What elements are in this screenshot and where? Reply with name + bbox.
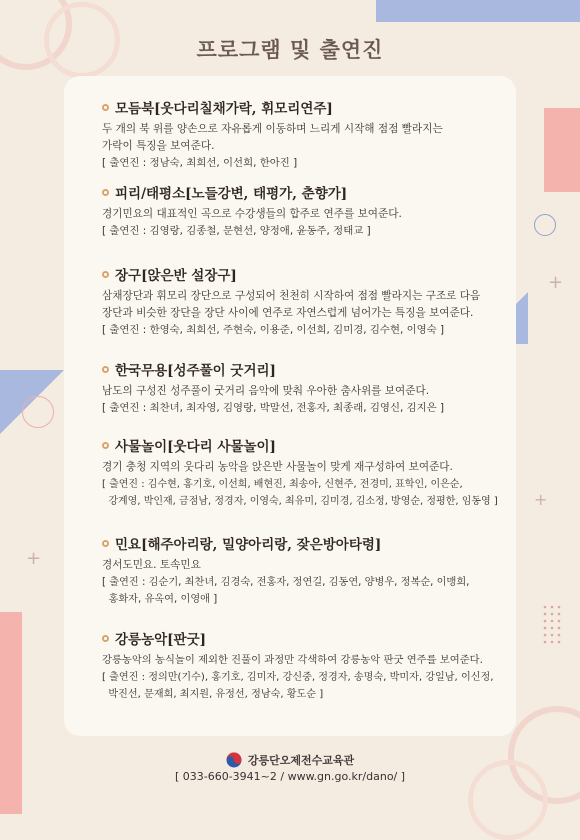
bullet-dot-icon xyxy=(102,635,109,642)
organization-name: 강릉단오제전수교육관 xyxy=(247,754,355,767)
description-line: 남도의 구성진 성주풀이 굿거리 음악에 맞춰 우아한 춤사위를 보여준다. xyxy=(102,385,430,397)
program-description xyxy=(102,652,502,669)
program-description xyxy=(102,383,502,400)
program-heading-text: 모듬북[웃다리칠채가락, 휘모리연주] xyxy=(115,101,333,117)
cast-line: [ 출연진 : 정남숙, 최희선, 이선희, 한아진 ] xyxy=(102,157,298,169)
program-heading xyxy=(102,533,502,553)
bullet-dot-icon xyxy=(102,104,109,111)
program-section xyxy=(102,435,502,533)
program-heading-text: 피리/태평소[노들강변, 태평가, 춘향가] xyxy=(115,186,348,202)
pink-block-left-bottom xyxy=(0,612,22,814)
bullet-dot-icon xyxy=(102,366,109,373)
bullet-dot-icon xyxy=(102,442,109,449)
cast-list xyxy=(102,322,502,339)
program-heading-text: 장구[앉은반 설장구] xyxy=(115,268,237,284)
program-heading-text: 강릉농악[판굿] xyxy=(115,632,207,648)
description-line: 경기 충청 지역의 웃다리 농악을 앉은반 사물놀이 맞게 재구성하여 보여준다. xyxy=(102,461,453,473)
cast-line: [ 출연진 : 김순기, 최찬녀, 김경숙, 전홍자, 정연길, 김동연, 양병우, 정복순, 이맹희, xyxy=(102,577,470,588)
cast-line: [ 출연진 : 정의만(기수), 홍기호, 김미자, 강신중, 정경자, 송명숙, 박미자, 강일남, 이신정, xyxy=(102,672,494,683)
description-line: 장단과 비슷한 장단을 장단 사이에 연주로 자연스럽게 넘어가는 특징을 보여준다. xyxy=(102,307,474,319)
cast-list xyxy=(102,155,502,172)
cast-list xyxy=(102,400,502,417)
description-line: 경서도민요. 토속민요 xyxy=(102,559,201,571)
cast-list xyxy=(102,669,502,703)
plus-mark-right-lower: + xyxy=(534,490,548,509)
bullet-dot-icon xyxy=(102,271,109,278)
description-line: 강릉농악의 농식놀이 제외한 진풀이 과정만 각색하여 강릉농악 판굿 연주를 보여준다. xyxy=(102,654,483,666)
cast-line: [ 출연진 : 김수현, 홍기호, 이선희, 배현진, 최송아, 신현주, 전경미, 표학인, 이은순, xyxy=(102,479,463,490)
program-description xyxy=(102,459,502,476)
program-section xyxy=(102,182,502,264)
program-heading-text: 사물놀이[웃다리 사물놀이] xyxy=(115,439,276,455)
cast-line: [ 출연진 : 한영숙, 최희선, 주현숙, 이용준, 이선희, 김미경, 김수현, 이영숙 ] xyxy=(102,324,445,336)
program-section xyxy=(102,628,502,703)
plus-mark-left-lower: + xyxy=(26,548,42,569)
program-section xyxy=(102,533,502,628)
program-heading-text: 한국무용[성주풀이 굿거리] xyxy=(115,363,276,379)
footer-contact: [ 033-660-3941~2 / www.gn.go.kr/dano/ ] xyxy=(174,770,406,783)
program-description xyxy=(102,206,502,223)
cast-list xyxy=(102,476,502,510)
program-heading xyxy=(102,182,502,202)
cast-list xyxy=(102,223,502,240)
program-heading xyxy=(102,435,502,455)
pink-block-right-top xyxy=(544,108,580,192)
cast-list xyxy=(102,574,502,608)
description-line: 두 개의 북 위를 양손으로 자유롭게 이동하며 느리게 시작해 점점 빨라지는 xyxy=(102,123,443,135)
description-line: 삼채장단과 휘모리 장단으로 구성되어 천천히 시작하여 점점 빨라지는 구조로 다음 xyxy=(102,290,481,302)
outline-circle-right xyxy=(534,214,556,236)
program-description xyxy=(102,288,502,322)
footer-organization xyxy=(0,752,580,768)
cast-line: 박진선, 문재희, 최지원, 유정선, 정남숙, 황도순 ] xyxy=(102,689,324,700)
page-title: 프로그램 및 출연진 xyxy=(196,38,384,62)
program-heading xyxy=(102,97,502,117)
program-list xyxy=(102,97,502,703)
program-heading xyxy=(102,264,502,284)
description-line: 가락이 특징을 보여준다. xyxy=(102,140,215,152)
program-description xyxy=(102,121,502,155)
corner-blue-bar-top xyxy=(376,0,580,22)
plus-mark-right-mid: + xyxy=(548,272,564,293)
program-description xyxy=(102,557,502,574)
description-line: 경기민요의 대표적인 곡으로 수강생들의 합주로 연주를 보여준다. xyxy=(102,208,402,220)
program-heading xyxy=(102,628,502,648)
outline-circle-left xyxy=(22,396,54,428)
program-heading xyxy=(102,359,502,379)
program-section xyxy=(102,97,502,182)
program-section xyxy=(102,359,502,435)
taegeuk-logo-icon xyxy=(226,752,242,768)
program-section xyxy=(102,264,502,359)
cast-line: 홍화자, 유옥여, 이영애 ] xyxy=(102,594,218,605)
program-heading-text: 민요[해주아리랑, 밀양아리랑, 잦은방아타령] xyxy=(115,537,382,553)
bullet-dot-icon xyxy=(102,540,109,547)
cast-line: [ 출연진 : 최찬녀, 최자영, 김영랑, 박말선, 전홍자, 최종래, 김영신, 김지은 ] xyxy=(102,402,445,414)
dot-grid-decoration xyxy=(542,604,562,648)
cast-line: [ 출연진 : 김영랑, 김종철, 문현선, 양정애, 윤동주, 정태교 ] xyxy=(102,225,371,237)
bullet-dot-icon xyxy=(102,189,109,196)
cast-line: 강계영, 박인재, 금점남, 정경자, 이영숙, 최유미, 김미경, 김소정, 방영순, 정평한, 임동영 ] xyxy=(102,496,498,507)
